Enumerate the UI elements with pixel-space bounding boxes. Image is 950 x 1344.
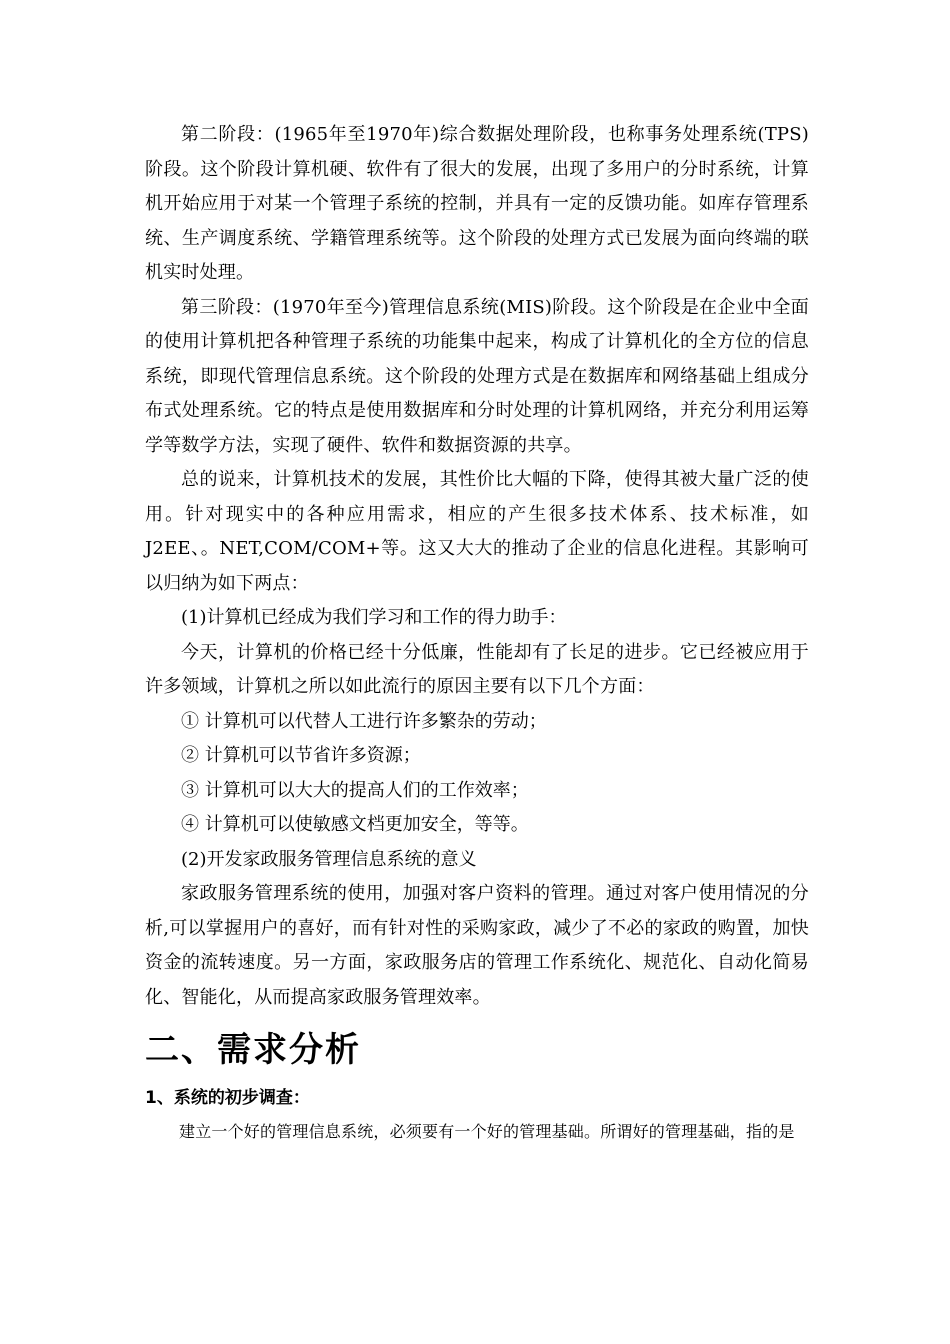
point-one-heading: (1)计算机已经成为我们学习和工作的得力助手： [181, 607, 567, 628]
paragraph-stage-two: 第二阶段：(1965年至1970年)综合数据处理阶段，也称事务处理系统(TPS)阶段。这个阶段计算机硬、软件有了很大的发展，出现了多用户的分时系统，计算机开始应用于对某一个管理子系统的控制，并具有一定的反馈功能。如库存管理系统、生产调度系统、学籍管理系统等。这个阶段的处理方式已发展为面向终端的联机实时处理。 [145, 124, 809, 283]
subsection-title: 1、系统的初步调查： [145, 1088, 310, 1108]
paragraph-last: 建立一个好的管理信息系统，必须要有一个好的管理基础。所谓好的管理基础，指的是 [179, 1122, 795, 1141]
document-body [145, 118, 809, 1149]
section-title: 二、需求分析 [145, 1030, 361, 1070]
reason-item: ② 计算机可以节省许多资源； [181, 745, 421, 766]
reason-item: ④ 计算机可以使敏感文档更加安全，等等。 [181, 814, 529, 835]
paragraph-summary: 总的说来，计算机技术的发展，其性价比大幅的下降，使得其被大量广泛的使用。针对现实中的各种应用需求，相应的产生很多技术体系、技术标准，如J2EE、。NET,COM/COM+等。这又大大的推动了企业的信息化进程。其影响可以归纳为如下两点： [145, 469, 809, 594]
paragraph-stage-three: 第三阶段：(1970年至今)管理信息系统(MIS)阶段。这个阶段是在企业中全面的使用计算机把各种管理子系统的功能集中起来，构成了计算机化的全方位的信息系统，即现代管理信息系统。这个阶段的处理方式是在数据库和网络基础上组成分布式处理系统。它的特点是使用数据库和分时处理的计算机网络，并充分利用运筹学等数学方法，实现了硬件、软件和数据资源的共享。 [145, 296, 809, 456]
point-two-body: 家政服务管理系统的使用，加强对客户资料的管理。通过对客户使用情况的分析,可以掌握用户的喜好，而有针对性的采购家政，减少了不必的家政的购置，加快资金的流转速度。另一方面，家政服务店的管理工作系统化、规范化、自动化简易化、智能化，从而提高家政服务管理效率。 [145, 883, 809, 1008]
point-one-body: 今天，计算机的价格已经十分低廉，性能却有了长足的进步。它已经被应用于许多领域，计算机之所以如此流行的原因主要有以下几个方面： [145, 641, 809, 697]
reason-item: ① 计算机可以代替人工进行许多繁杂的劳动； [181, 710, 547, 732]
point-two-heading: (2)开发家政服务管理信息系统的意义 [181, 848, 477, 870]
reason-item: ③ 计算机可以大大的提高人们的工作效率； [181, 779, 529, 801]
